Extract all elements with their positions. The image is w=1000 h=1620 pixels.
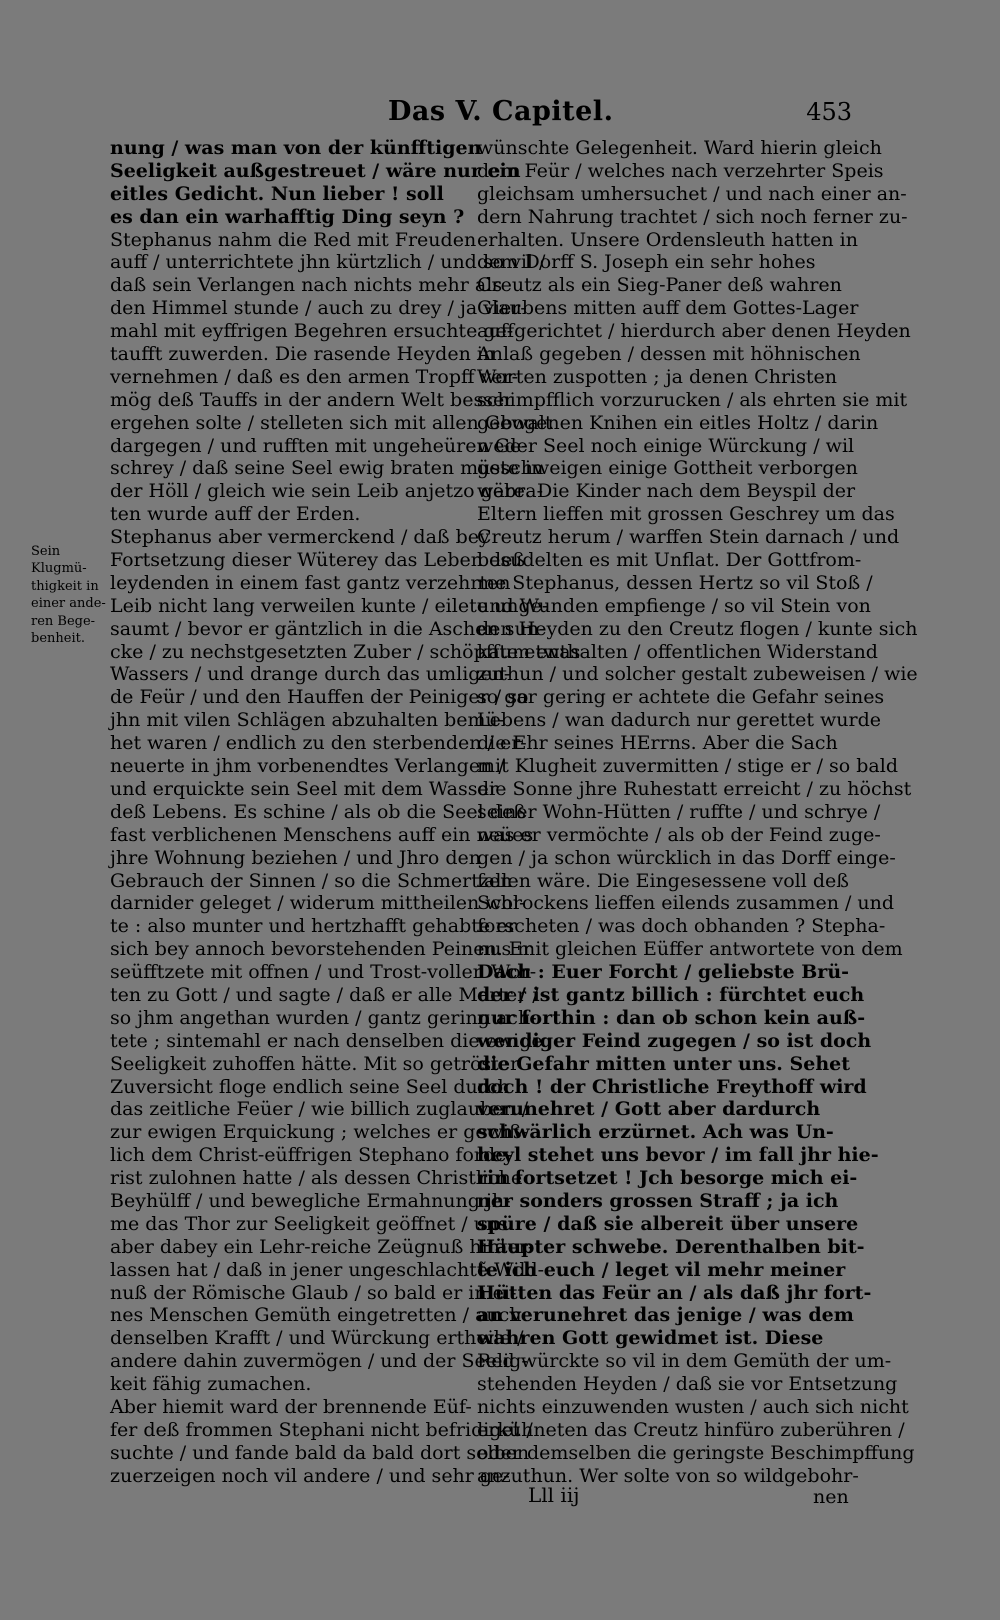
text-line: forscheten / was doch obhanden ? Stepha- — [477, 915, 886, 938]
text-line: mög deß Tauffs in der andern Welt besser — [110, 388, 514, 411]
text-line: so gar gering er achtete die Gefahr seines — [477, 686, 885, 709]
text-line: auffgerichtet / hierdurch aber denen Heyden — [477, 320, 911, 343]
running-title: Das V. Capitel. — [388, 96, 614, 127]
text-line: erhalten. Unsere Ordensleuth hatten in — [477, 228, 858, 251]
text-line: zuerzeigen noch vil andere / und sehr ge- — [110, 1464, 510, 1487]
text-line: Lebens / wan dadurch nur gerettet wurde — [477, 709, 882, 732]
right-text-column — [477, 137, 918, 1488]
page-number: 453 — [806, 98, 852, 126]
text-line: und erquickte sein Seel mit dem Wasser — [110, 777, 498, 800]
text-line: die Sonne jhre Ruhestatt erreicht / zu höchst — [477, 777, 912, 800]
text-line: erkühneten das Creutz hinfüro zuberühren / — [477, 1418, 905, 1441]
marginal-note — [31, 543, 107, 647]
text-line: lassen hat / daß in jener ungeschlachtẽ Wild- — [110, 1258, 545, 1281]
text-line: seiner Wohn-Hütten / ruffte / und schrye / — [477, 800, 881, 823]
text-line: suchte / und fande bald da bald dort selben — [110, 1441, 530, 1464]
text-line: schrey / daß seine Seel ewig braten müste in — [110, 457, 544, 480]
text-line: sich bey annoch bevorstehenden Peinen. Er — [110, 938, 532, 961]
text-line: nus mit gleichen Eüffer antwortete von dem — [477, 938, 903, 961]
text-line: nes Menschen Gemüth eingetretten / auch — [110, 1304, 522, 1327]
text-line: Sein — [31, 544, 61, 559]
catchword: nen — [813, 1486, 849, 1508]
text-line: Beyhülff / und bewegliche Ermahnung jh- — [110, 1189, 511, 1212]
text-line: lich dem Christ-eüffrigen Stephano forde- — [110, 1144, 513, 1167]
text-line: mahl mit eyffrigen Begehren ersuchte ge- — [110, 320, 514, 343]
text-line: nichts einzuwenden wusten / auch sich nicht — [477, 1395, 909, 1418]
text-line: zuthun / und solcher gestalt zubeweisen / wie — [477, 663, 918, 686]
text-line: gen / ja schon würcklich in das Dorff einge- — [477, 846, 896, 869]
text-line: rin fortsetzet ! Jch besorge mich ei- — [477, 1167, 858, 1190]
text-line: nung / was man von der künfftigen — [110, 137, 482, 159]
text-line: Seeligkeit außgestreuet / wäre nur ein — [110, 159, 521, 182]
text-line: fallen wäre. Die Eingesessene voll deß — [477, 869, 849, 892]
text-line: Creutz herum / warffen Stein darnach / und — [477, 526, 900, 549]
text-line: nur forthin : dan ob schon kein auß- — [477, 1006, 866, 1029]
text-line: me Stephanus, dessen Hertz so vil Stoß / — [477, 571, 873, 594]
text-line: daß sein Verlangen nach nichts mehr als — [110, 274, 503, 297]
text-line: der / ist gantz billich : fürchtet euch — [477, 983, 865, 1006]
text-line: Red würckte so vil in dem Gemüth der um- — [477, 1350, 892, 1373]
text-line: benheit. — [31, 630, 85, 646]
text-line: taufft zuwerden. Die rasende Heyden in — [110, 343, 496, 366]
text-line: das zeitliche Feüer / wie billich zuglauben / — [110, 1098, 529, 1121]
text-line: gleichsam umhersuchet / und nach einer an- — [477, 182, 907, 205]
text-line: schimpfflich vorzurucken / als ehrten sie mit — [477, 388, 908, 411]
text-line: Schrockens lieffen eilends zusammen / und — [477, 892, 895, 915]
text-line: stehenden Heyden / daß sie vor Entsetzung — [477, 1373, 898, 1396]
text-line: was er vermöchte / als ob der Feind zuge- — [477, 823, 881, 846]
text-line: besudelten es mit Unflat. Der Gottfrom- — [477, 549, 862, 572]
text-line: nuß der Römische Glaub / so bald er in ei- — [110, 1281, 517, 1304]
text-line: heyl stehet uns bevor / im fall jhr hie- — [477, 1144, 879, 1167]
text-line: jhre Wohnung beziehen / und Jhro den — [110, 846, 481, 869]
text-line: auff / unterrichtete jhn kürtzlich / und so vil / — [110, 251, 546, 274]
text-line: andere dahin zuvermögen / und der Seelig- — [110, 1350, 528, 1373]
text-line: schwärlich erzürnet. Ach was Un- — [477, 1121, 834, 1144]
text-line: es dan ein warhafftig Ding seyn ? — [110, 205, 465, 228]
text-line: der Höll / gleich wie sein Leib anjetzo gebra- — [110, 480, 543, 503]
text-line: die Ehr seines HErrns. Aber die Sach — [477, 732, 838, 755]
text-line: die Gefahr mitten unter uns. Sehet — [477, 1052, 850, 1075]
text-line: tete ; sintemahl er nach denselben die ewige — [110, 1029, 543, 1052]
text-line: Dach : Euer Forcht / geliebste Brü- — [477, 961, 850, 984]
text-line: Zuversicht floge endlich seine Seel durch — [110, 1075, 510, 1098]
text-line: wendiger Feind zugegen / so ist doch — [477, 1029, 872, 1052]
text-line: oder demselben die geringste Beschimpffung — [477, 1441, 915, 1464]
text-line: te : also munter und hertzhafft gehabte er — [110, 915, 517, 938]
text-line: Stephanus aber vermerckend / daß bey — [110, 526, 490, 549]
text-line: zur ewigen Erquickung ; welches er gewiß- — [110, 1121, 529, 1144]
text-line: te ich euch / leget vil mehr meiner — [477, 1258, 846, 1281]
text-line: eitles Gedicht. Nun lieber ! soll — [110, 182, 444, 205]
text-line: und Wunden empfienge / so vil Stein von — [477, 594, 871, 617]
text-line: Seeligkeit zuhoffen hätte. Mit so getröster — [110, 1052, 520, 1075]
text-line: cke / zu nechstgesetzten Zuber / schöpffte etwas — [110, 640, 581, 663]
text-line: an verunehret das jenige / was dem — [477, 1304, 854, 1327]
text-line: Klugmü- — [31, 561, 87, 577]
text-line: dern Nahrung trachtet / sich noch ferner zu- — [477, 205, 908, 228]
text-line: Stephanus nahm die Red mit Freuden — [110, 228, 477, 251]
text-line: denselben Krafft / und Würckung ertheile / — [110, 1327, 524, 1350]
text-line: Glaubens mitten auff dem Gottes-Lager — [477, 297, 859, 320]
text-line: aber dabey ein Lehr-reiche Zeügnuß hinter- — [110, 1235, 535, 1258]
text-line: den Himmel stunde / auch zu drey / ja vier- — [110, 297, 527, 320]
text-line: verunehret / Gott aber dardurch — [477, 1098, 821, 1121]
text-line: spüre / daß sie albereit über unsere — [477, 1212, 859, 1235]
text-line: Wassers / und drange durch das umligen- — [110, 663, 511, 686]
text-line: thigkeit in — [31, 578, 99, 594]
text-line: Leib nicht lang verweilen kunte / eilete unge- — [110, 594, 549, 617]
text-line: saumt / bevor er gäntzlich in die Aschen sun- — [110, 617, 546, 640]
text-line: ten zu Gott / und sagte / daß er alle Marter / — [110, 983, 539, 1006]
text-line: Aber hiemit ward der brennende Eüf- — [110, 1395, 472, 1418]
text-line: mit Klugheit zuvermitten / stige er / so bald — [477, 755, 898, 778]
text-line: de Feür / und den Hauffen der Peiniger / so — [110, 686, 529, 709]
text-line: jhn mit vilen Schlägen abzuhalten bemü- — [110, 709, 505, 732]
text-line: rist zulohnen hatte / als dessen Christliche — [110, 1167, 523, 1190]
text-line: deß Lebens. Es schine / als ob die Seel deß — [110, 800, 526, 823]
text-line: Anlaß gegeben / dessen mit höhnischen — [477, 343, 861, 366]
text-line: ergehen solte / stelleten sich mit allen Gewalt — [110, 411, 553, 434]
text-line: wünschte Gelegenheit. Ward hierin gleich — [477, 137, 882, 159]
text-line: Hütten das Feür an / als daß jhr fort- — [477, 1281, 872, 1304]
text-line: wäre. Die Kinder nach dem Beyspil der — [477, 480, 856, 503]
text-line: anzuthun. Wer solte von so wildgebohr- — [477, 1464, 859, 1487]
text-line: ren Bege- — [31, 613, 96, 629]
text-line: geschweigen einige Gottheit verborgen — [477, 457, 858, 480]
text-line: fer deß frommen Stephani nicht befridiget / — [110, 1418, 533, 1441]
text-line: Gebrauch der Sinnen / so die Schmertzen — [110, 869, 513, 892]
text-line: so jhm angethan wurden / gantz gering ach- — [110, 1006, 537, 1029]
text-line: seüfftzete mit offnen / und Trost-vollen Wor- — [110, 961, 537, 984]
text-line: fast verblichenen Menschens auff ein neües — [110, 823, 534, 846]
text-line: dem Feür / welches nach verzehrter Speis — [477, 159, 884, 182]
text-line: weder Seel noch einige Würckung / wil — [477, 434, 855, 457]
text-line: doch ! der Christliche Freythoff wird — [477, 1075, 867, 1098]
text-line: Fortsetzung dieser Wüterey das Leben deß — [110, 549, 526, 572]
page-header — [0, 96, 1000, 132]
text-line: Eltern lieffen mit grossen Geschrey um das — [477, 503, 895, 526]
text-line: het waren / endlich zu den sterbenden / er- — [110, 732, 527, 755]
text-line: dargegen / und rufften mit ungeheüren Ge- — [110, 434, 528, 457]
text-line: Creutz als ein Sieg-Paner deß wahren — [477, 274, 842, 297]
text-line: gebogenen Knihen ein eitles Holtz / darin — [477, 411, 879, 434]
text-line: me das Thor zur Seeligkeit geöffnet / uns — [110, 1212, 508, 1235]
text-line: ten wurde auff der Erden. — [110, 503, 361, 526]
text-line: einer ande- — [31, 596, 106, 612]
text-line: Worten zuspotten ; ja denen Christen — [477, 365, 837, 388]
text-line: vernehmen / daß es den armen Tropff ver- — [110, 365, 519, 388]
text-line: leydenden in einem fast gantz verzehrten — [110, 571, 511, 594]
text-line: kaum enthalten / offentlichen Widerstand — [477, 640, 878, 663]
text-line: ner sonders grossen Straff ; ja ich — [477, 1189, 839, 1212]
text-line: wahren Gott gewidmet ist. Diese — [477, 1327, 824, 1350]
text-line: neuerte in jhm vorbenendtes Verlangen / — [110, 755, 505, 778]
text-line: den Heyden zu den Creutz flogen / kunte sich — [477, 617, 918, 640]
text-line: dem Dorff S. Joseph ein sehr hohes — [477, 251, 816, 274]
printer-signature: Lll iij — [528, 1483, 580, 1507]
text-line: Häupter schwebe. Derenthalben bit- — [477, 1235, 865, 1258]
text-line: darnider geleget / widerum mittheilen wol- — [110, 892, 526, 915]
text-line: keit fähig zumachen. — [110, 1373, 312, 1396]
left-text-column — [110, 137, 581, 1488]
